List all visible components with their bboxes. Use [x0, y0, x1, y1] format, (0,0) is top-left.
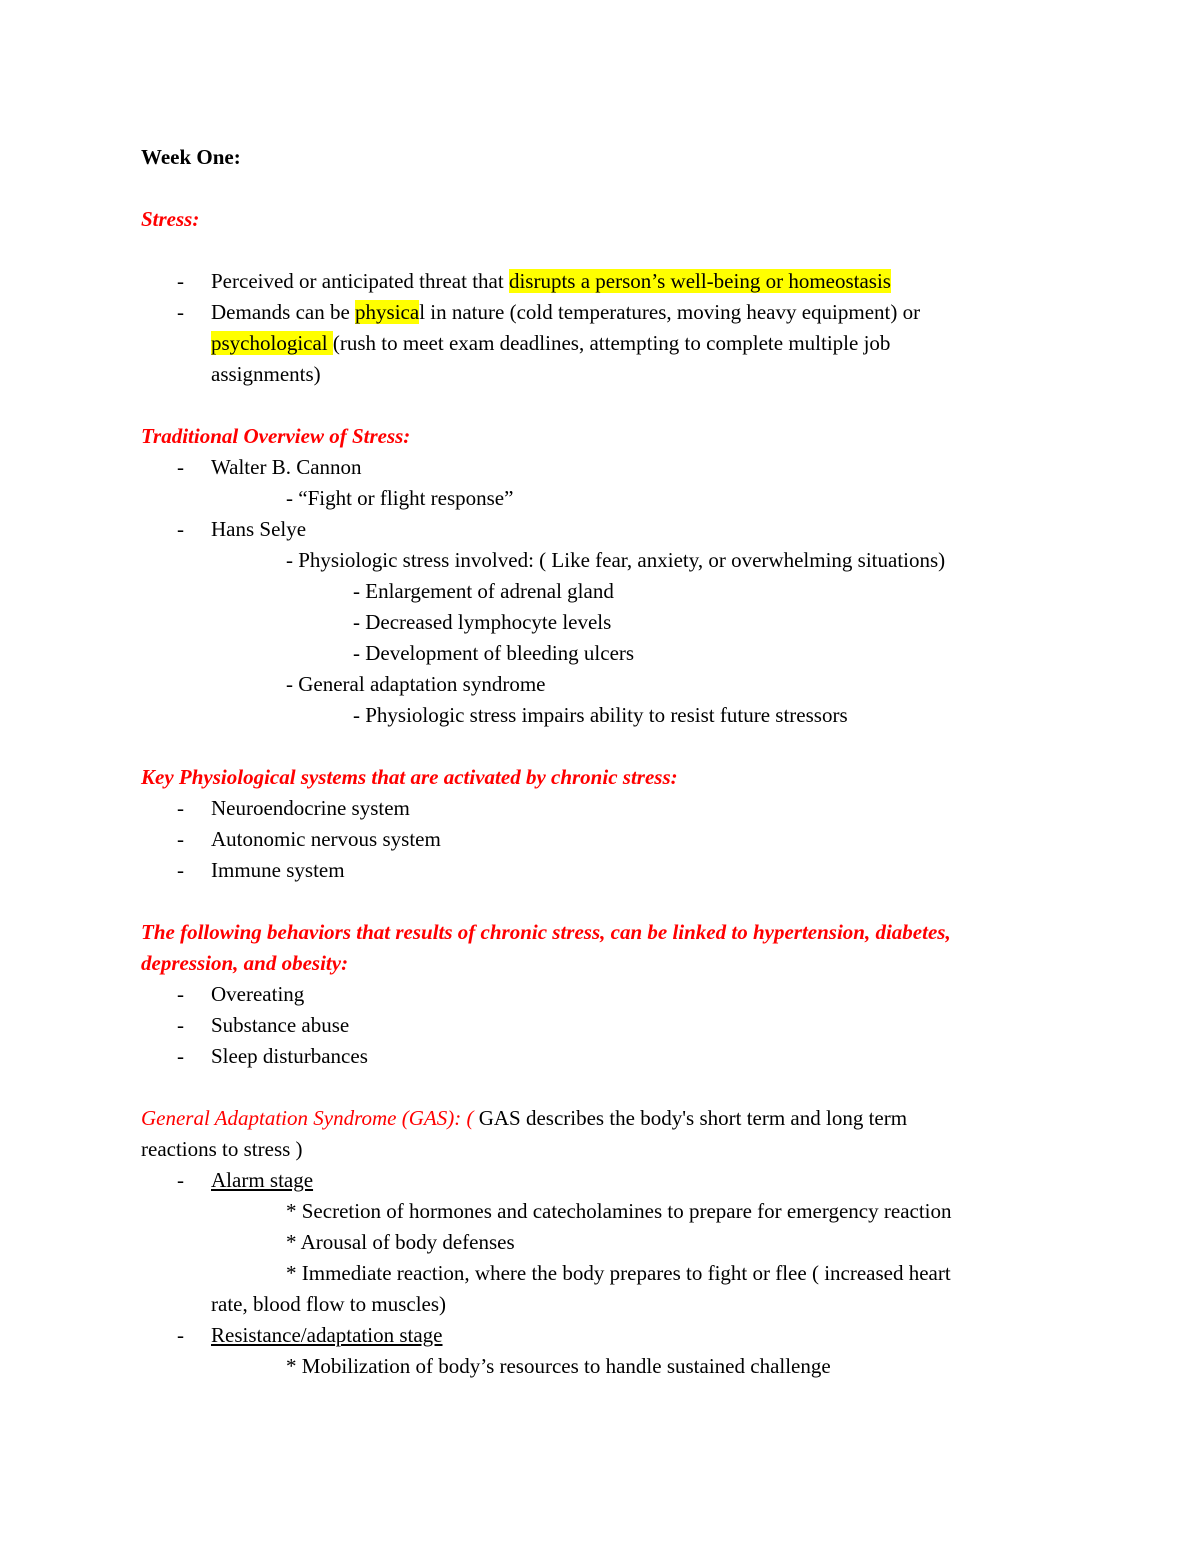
list-item-continuation: psychological (rush to meet exam deadlines, attempting to complete multiple job	[211, 331, 891, 355]
highlighted-text: psychological	[211, 331, 333, 355]
sub-item: - Physiologic stress involved: ( Like fear, anxiety, or overwhelming situations)	[286, 548, 946, 572]
behaviors-heading: The following behaviors that results of chronic stress, can be linked to hypertension, diabetes,	[141, 920, 951, 944]
sub-item-continuation: rate, blood flow to muscles)	[211, 1292, 447, 1316]
sub-item: * Secretion of hormones and catecholamines to prepare for emergency reaction	[286, 1199, 952, 1223]
list-item: - Sleep disturbances	[177, 1044, 368, 1068]
list-item: - Neuroendocrine system	[177, 796, 410, 820]
list-item: - Walter B. Cannon	[177, 455, 362, 479]
document-page	[141, 142, 1061, 1382]
key-systems-heading: Key Physiological systems that are activated by chronic stress:	[141, 765, 678, 789]
sub-item: - “Fight or flight response”	[286, 486, 514, 510]
sub-sub-item: - Enlargement of adrenal gland	[353, 579, 614, 603]
list-item: - Autonomic nervous system	[177, 827, 441, 851]
alarm-stage-label: Alarm stage	[211, 1168, 314, 1192]
list-item: - Demands can be physical in nature (cold temperatures, moving heavy equipment) or	[177, 300, 921, 324]
gas-heading: General Adaptation Syndrome (GAS): (	[141, 1106, 479, 1130]
list-item-continuation: assignments)	[211, 362, 321, 386]
list-item: - Perceived or anticipated threat that disrupts a person’s well-being or homeostasis	[177, 269, 891, 293]
gas-description: GAS describes the body's short term and long term	[478, 1106, 908, 1130]
list-item: - Overeating	[177, 982, 305, 1006]
highlighted-text: disrupts a person’s well-being or homeostasis	[508, 269, 891, 293]
highlighted-text: physica	[355, 300, 420, 324]
sub-item: * Mobilization of body’s resources to handle sustained challenge	[286, 1354, 831, 1378]
sub-sub-item: - Physiologic stress impairs ability to resist future stressors	[353, 703, 848, 727]
stress-heading: Stress:	[141, 207, 200, 231]
list-item: - Resistance/adaptation stage	[141, 1320, 1061, 1351]
list-item: - Alarm stage	[141, 1165, 1061, 1196]
list-item: - Hans Selye	[177, 517, 307, 541]
traditional-overview-heading: Traditional Overview of Stress:	[141, 424, 411, 448]
sub-item: * Immediate reaction, where the body prepares to fight or flee ( increased heart	[286, 1261, 951, 1285]
page-title: Week One:	[141, 145, 241, 169]
sub-sub-item: - Development of bleeding ulcers	[353, 641, 635, 665]
behaviors-heading-continuation: depression, and obesity:	[141, 951, 349, 975]
resistance-stage-label: Resistance/adaptation stage	[211, 1323, 443, 1347]
sub-sub-item: - Decreased lymphocyte levels	[353, 610, 612, 634]
sub-item: - General adaptation syndrome	[286, 672, 546, 696]
gas-description-continuation: reactions to stress )	[141, 1137, 303, 1161]
sub-item: * Arousal of body defenses	[286, 1230, 515, 1254]
gas-heading-line	[141, 1103, 1061, 1134]
list-item: - Substance abuse	[177, 1013, 350, 1037]
list-item: - Immune system	[177, 858, 345, 882]
